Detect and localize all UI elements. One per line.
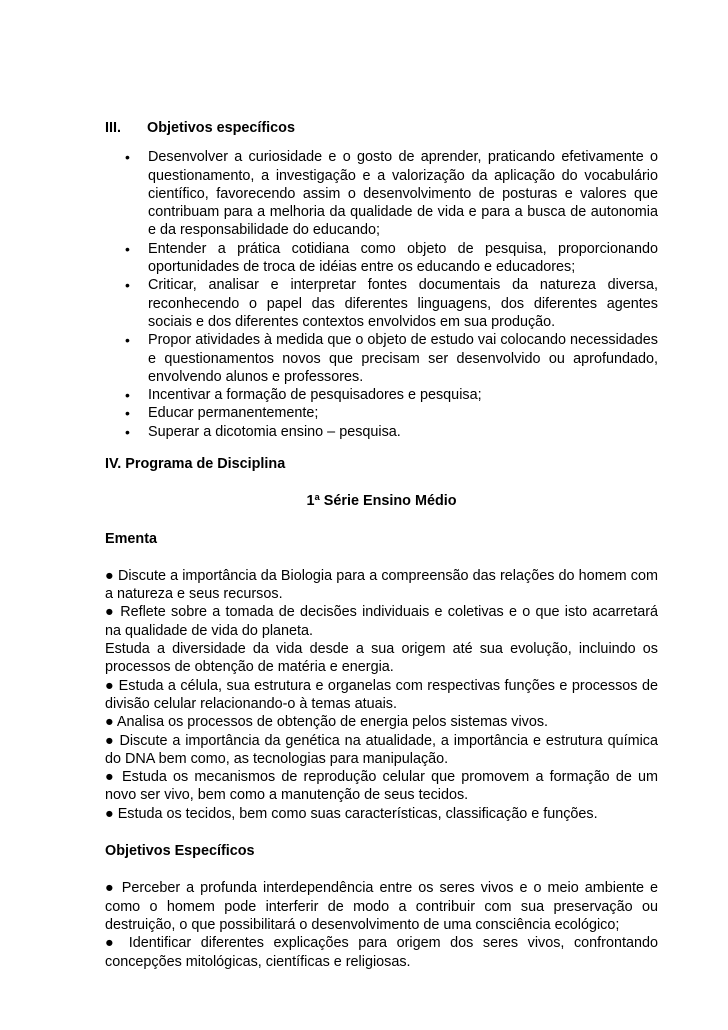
list-item: Estuda a diversidade da vida desde a sua origem até sua evolução, incluindo os processos de obtenção de matéria e energia.	[105, 641, 658, 676]
objetivos-heading: Objetivos Específicos	[105, 843, 255, 860]
section-number: III.	[105, 120, 121, 136]
section-heading	[105, 119, 658, 137]
list-item: ● Identificar diferentes explicações para origem dos seres vivos, confrontando concepções mitológicas, científicas e religiosas.	[105, 935, 658, 970]
list-item: • Educar permanentemente;	[125, 405, 319, 422]
list-item: • Desenvolver a curiosidade e o gosto de aprender, praticando efetivamente o questionamento, a investigação e a valorização da aplicação do vocabulário científico, favorecendo assim o desenvolvimento de posturas e valores que contribuam para a melhoria da qualidade de vida e para a busca de autonomia e da responsabilidade do educando;	[125, 149, 658, 239]
list-item: ● Discute a importância da genética na atualidade, a importância e estrutura química do DNA bem como, as tecnologias para manipulação.	[105, 732, 658, 767]
objectives-list	[105, 148, 658, 441]
bullet-icon: •	[125, 332, 130, 349]
bullet-icon: •	[125, 387, 130, 404]
ementa-heading: Ementa	[105, 530, 157, 547]
list-item: ● Reflete sobre a tomada de decisões individuais e coletivas e o que isto acarretará na qualidade de vida do planeta.	[105, 604, 658, 639]
section-objetivos-especificos	[105, 119, 658, 441]
bullet-icon: •	[125, 405, 130, 422]
list-item: ● Perceber a profunda interdependência entre os seres vivos e o meio ambiente e como o homem pode interferir de modo a contribuir com sua preservação ou destruição, o que possibilitará o desenvolvimento de uma consciência ecológico;	[105, 880, 658, 933]
list-item: • Entender a prática cotidiana como objeto de pesquisa, proporcionando oportunidades de troca de idéias entre os educando e educadores;	[125, 240, 658, 276]
bullet-icon: •	[125, 423, 130, 440]
list-item: ● Estuda os mecanismos de reprodução celular que promovem a formação de um novo ser vivo, bem como a manutenção de seus tecidos.	[105, 769, 658, 804]
series-subtitle: 1ª Série Ensino Médio	[306, 493, 457, 510]
bullet-icon: •	[125, 149, 130, 166]
section-title: Objetivos específicos	[147, 120, 295, 136]
list-item: • Criticar, analisar e interpretar fontes documentais da natureza diversa, reconhecendo o papel das diferentes linguagens, dos diferentes agentes sociais e dos diferentes contextos envolvidos em sua produção.	[125, 277, 658, 330]
list-item: ● Discute a importância da Biologia para a compreensão das relações do homem com a natureza e seus recursos.	[105, 567, 658, 603]
list-item: • Superar a dicotomia ensino – pesquisa.	[125, 423, 401, 440]
bullet-icon: •	[125, 240, 130, 257]
ementa-list	[105, 567, 658, 823]
list-item: ● Analisa os processos de obtenção de energia pelos sistemas vivos.	[105, 714, 549, 731]
bullet-icon: •	[125, 277, 130, 294]
list-item: • Propor atividades à medida que o objeto de estudo vai colocando necessidades e questionamentos novos que precisam ser desenvolvido ou aprofundado, envolvendo alunos e professores.	[125, 332, 658, 385]
section-title: IV. Programa de Disciplina	[105, 456, 286, 472]
list-item: • Incentivar a formação de pesquisadores e pesquisa;	[125, 387, 482, 404]
list-item: ● Estuda a célula, sua estrutura e organelas com respectivas funções e processos de divisão celular relacionando-o à temas atuais.	[105, 677, 658, 712]
list-item: ● Estuda os tecidos, bem como suas características, classificação e funções.	[105, 805, 598, 822]
objetivos-list	[105, 879, 658, 970]
section-programa-disciplina	[105, 455, 658, 971]
